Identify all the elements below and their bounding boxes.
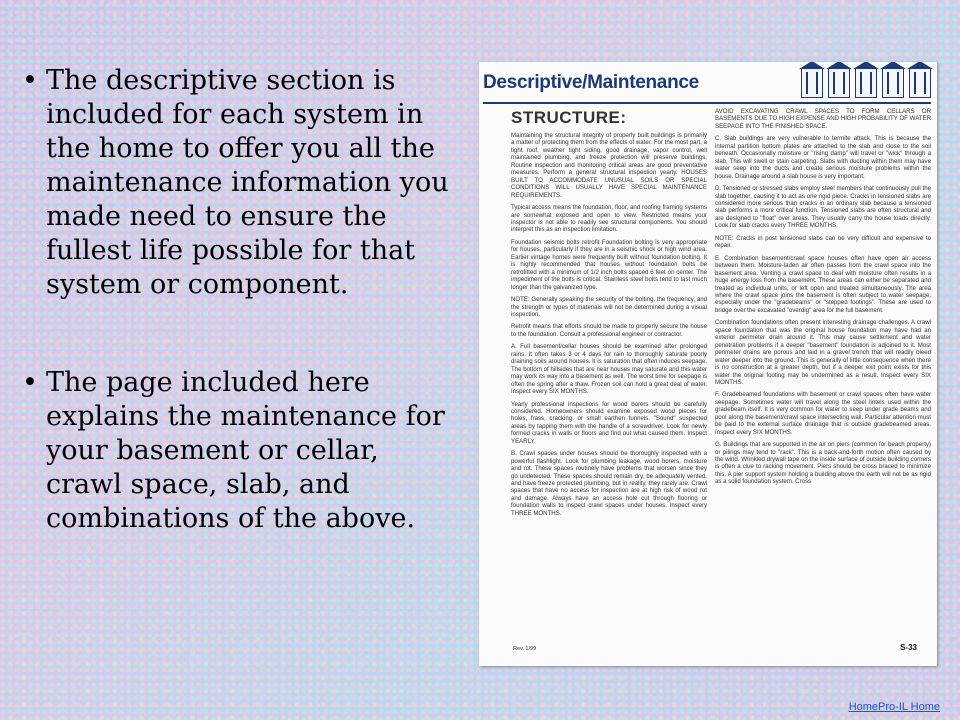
house-icon	[909, 68, 931, 98]
house-icon	[855, 68, 877, 98]
section-title: STRUCTURE:	[511, 108, 627, 127]
document-paragraph: G. Buildings that are supported in the air on piers (common for beach property) or pilings may tend to "rack". This is a back-and-forth motion often caused by the wind. Wrinkled drywall tape on the inside surface of outside building corners is often a clue to racking movement. Piers should be cross braced to minimize this. A pier support system holding a building above the earth will not be as rigid as a solid foundation system. Cross	[715, 441, 931, 486]
document-page-number: S-33	[900, 643, 917, 652]
document-right-column	[715, 108, 931, 491]
document-paragraph: Retrofit means that efforts should be made to properly secure the house to the foundation. Consult a professional engineer or contractor.	[511, 323, 707, 338]
document-paragraph: C. Slab buildings are very vulnerable to termite attack. This is because the internal partition bottom plates are attached to the slab and close to the soil beneath. Occasionally moisture or "rising damp" will travel or "wick" through a slab. This will swell or stain carpeting. Slabs with ducting within them may have water seep into the ducts and create serious moisture problems within the house. Drainage around a slab house is very important.	[715, 135, 931, 180]
document-paragraph: B. Crawl spaces under houses should be thoroughly inspected with a powerful flashlight. Look for plumbing leakage, wood borers, moisture and rot. These spaces routinely have problems that worsen since they go undetected. These spaces should remain dry, be adequately vented, and have freeze protected plumbing, but in reality, they rarely are. Crawl spaces that have no access for inspection are at high risk of wood rot and damage. Always have an access hole cut through flooring or foundation walls to inspect crawl spaces under houses. Inspect every THREE MONTHS.	[511, 450, 707, 517]
document-paragraph: NOTE: Cracks in post tensioned slabs can be very difficult and expensive to repair.	[715, 234, 931, 250]
bullet-glyph: •	[22, 65, 38, 96]
home-link[interactable]: HomePro-IL Home	[848, 701, 940, 713]
document-paragraph: Combination foundations often present interesting drainage challenges. A crawl space foundation that was the original house foundation may have had an exterior perimeter drain around it. This may cause settlement and water penetration problems if a deeper "basement" foundation is adjoined to it. Most perimeter drains are porous and laid in a gravel trench that will readily bleed water deeper into the ground. This is generally of little consequence when there is no construction at a greater depth, but if a deeper exit point exists for this water the original footing may be undermined as a result. Inspect every SIX MONTHS.	[715, 319, 931, 386]
bullet-list	[14, 64, 454, 536]
bullet-text: The page included here explains the maintenance for your basement or cellar, crawl space, slab, and combinations of the above.	[46, 367, 445, 534]
bullet-glyph: •	[22, 367, 38, 398]
bullet-text: The descriptive section is included for each system in the home to offer you all the maintenance information you made need to ensure the fullest life possible for that system or component.	[46, 65, 449, 300]
document-paragraph: A. Full basement/cellar houses should be examined after prolonged rains. It often takes 3 or 4 days for rain to thoroughly saturate poorly draining soils around houses. It is saturation that often induces seepage. The bottom of hillsides that are near houses may saturate and this water may work its way into a basement as well. The worst time for seepage is often the spring after a thaw. Frozen soil can hold a great deal of water. Inspect every SIX MONTHS.	[511, 343, 707, 396]
house-icon	[828, 68, 850, 98]
house-icons	[801, 68, 931, 98]
document-paragraph: Foundation seismic bolts retrofit Foundation bolting is very appropriate for houses, particularly if they are in a seismic shock or high wind area. Earlier vintage homes were frequently built without foundation bolting. It is highly recommended that houses without foundation bolts be retrofitted with a minimum of 1/2 inch bolts spaced 6 feet on center. The impediment of the bolts is critical. Stainless steel bolts tend to last much longer than the galvanized type.	[511, 238, 707, 291]
document-header	[483, 68, 931, 100]
document-paragraph: Maintaining the structural integrity of properly built buildings is primarily a matter of protecting them from the effects of water. For the most part, a tight roof, weather tight siding, good drainage, vapor control, well maintained plumbing, and freeze protection will preserve buildings. Routine inspection and monitoring critical areas are good preventative measures. Perform a general structural inspection yearly. HOUSES BUILT TO ACCOMMODATE UNUSUAL SOILS OR SPECIAL CONDITIONS WILL USUALLY HAVE SPECIAL MAINTENANCE REQUIREMENTS.	[511, 132, 707, 199]
document-paragraph: NOTE: Generally speaking the security of the bolting, the frequency, and the strength or types of materials will not be determined during a visual inspection.	[511, 296, 707, 318]
document-paragraph: AVOID EXCAVATING CRAWL SPACES TO FORM CELLARS OR BASEMENTS DUE TO HIGH EXPENSE AND HIGH PROBABILITY OF WATER SEEPAGE INTO THE FINISHED SPACE.	[715, 108, 931, 130]
document-paragraph: F. Gradebeamed foundations with basement or crawl spaces often have water seepage. Sometimes water will travel along the steel lintels used within the gradebeam itself. It is very common for water to seep under grade beams and pool along the basement/crawl space intersecting wall. Particular attention must be paid to the external surface drainage that is outside gradebeamed areas. Inspect every SIX MONTHS.	[715, 391, 931, 436]
bullet-item	[14, 366, 454, 536]
header-rule	[483, 102, 931, 104]
document-revision: Rev. 1/99	[513, 646, 537, 652]
document-paragraph: D. Tensioned or stressed slabs employ steel members that continuously pull the slab together, causing it to act as one rigid piece. Cracks in tensioned slabs are considered more serious than cracks in an ordinary slab because a tensioned slab performs a more critical function. Tensioned slabs are often structural and are designed to "float" over areas. They usually carry the house loads directly. Look for slab cracks every THREE MONTHS.	[715, 185, 931, 230]
house-icon	[882, 68, 904, 98]
house-icon	[801, 68, 823, 98]
document-page-image	[479, 62, 937, 666]
document-left-column	[511, 108, 707, 522]
document-paragraph: E. Combination basement/crawl space houses often have open air access between them. Moisture-laden air often passes from the crawl space into the basement area. Venting a crawl space to deal with moisture often results in a huge energy loss from the basement. These areas can either be separated and treated as individual units, or left open and treated simultaneously. The area where the crawl space joins the basement is often subject to water seepage, especially under the "gradebeams" or "stepped footings". These are used to bridge over the excavated "overdig" area for the full basement.	[715, 254, 931, 314]
document-paragraph: Typical access means the foundation, floor, and roofing framing systems are somewhat exposed and open to view. Restricted means your inspector is not able to readily see structural components. You should interpret this as an inspection limitation.	[511, 204, 707, 234]
document-paragraph: Yearly professional inspections for wood borers should be carefully considered. Homeowners should examine exposed wood pieces for holes, frass, cracking, or small earthen tunnels. "Sound" suspected areas by tapping them with the handle of a screwdriver. Look for newly formed cracks in walls or floors and find out what caused them. Inspect YEARLY.	[511, 400, 707, 445]
document-header-title: Descriptive/Maintenance	[483, 72, 699, 93]
bullet-item	[14, 64, 454, 302]
